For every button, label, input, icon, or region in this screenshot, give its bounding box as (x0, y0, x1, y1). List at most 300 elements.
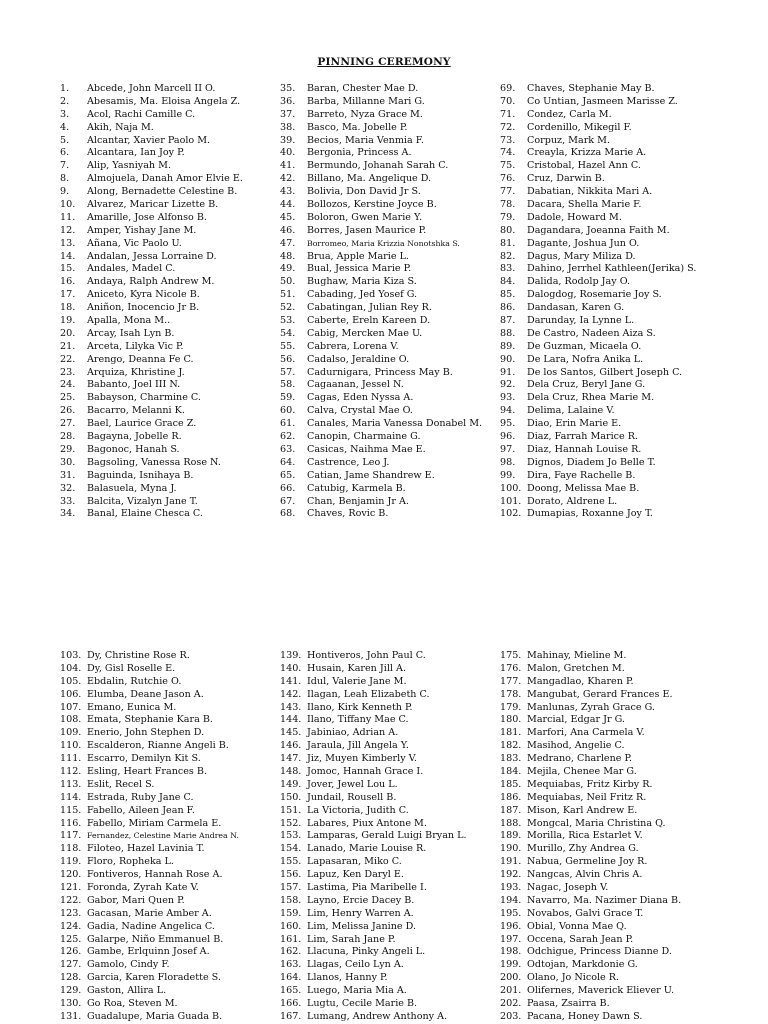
list-item (60, 946, 282, 959)
list-item-number: 91. (500, 366, 516, 378)
list-item-name: Llagas, Ceilo Lyn A. (307, 959, 404, 971)
list-item-name: Dagante, Joshua Jun O. (527, 237, 640, 249)
list-item-number: 143. (280, 701, 302, 713)
list-item-number: 90. (500, 353, 516, 365)
list-item (60, 792, 282, 805)
list-item (500, 251, 722, 264)
list-item-number: 114. (60, 791, 82, 803)
list-item (500, 714, 722, 727)
list-item-number: 59. (280, 392, 296, 404)
list-item (60, 921, 282, 934)
list-item-name: Escarro, Demilyn Kit S. (87, 753, 201, 765)
list-item-name: Novabos, Galvi Grace T. (527, 907, 644, 919)
list-item-name: De los Santos, Gilbert Joseph C. (527, 366, 683, 378)
list-item-number: 108. (60, 714, 82, 726)
list-column (280, 650, 502, 1024)
list-item-number: 61. (280, 418, 296, 430)
list-item (280, 470, 502, 483)
list-item-number: 161. (280, 933, 302, 945)
list-item (280, 740, 502, 753)
list-item (280, 676, 502, 689)
list-item-name: De Guzman, Micaela O. (527, 340, 642, 352)
list-item (60, 727, 282, 740)
list-item-number: 101. (500, 495, 522, 507)
list-item-name: Banal, Elaine Chesca C. (87, 508, 203, 520)
list-item-name: Añana, Vic Paolo U. (87, 237, 182, 249)
list-item-name: Marfori, Ana Carmela V. (527, 727, 645, 739)
list-item (280, 341, 502, 354)
list-item (280, 882, 502, 895)
list-item-name: Cabatingan, Julian Rey R. (307, 302, 432, 314)
list-item-name: Dignos, Diadem Jo Belle T. (527, 456, 656, 468)
list-item (60, 766, 282, 779)
list-item-name: Dela Cruz, Beryl Jane G. (527, 379, 646, 391)
list-item-number: 57. (280, 366, 296, 378)
list-item-name: Doong, Melissa Mae B. (527, 482, 640, 494)
list-column (280, 83, 502, 521)
list-item-name: Emano, Eunica M. (87, 701, 177, 713)
list-item-name: Paasa, Zsairra B. (527, 998, 610, 1010)
list-item-name: Foronda, Zyrah Kate V. (87, 882, 199, 894)
list-item (60, 379, 282, 392)
list-item (60, 779, 282, 792)
list-item-name: Borres, Jasen Maurice P. (307, 224, 427, 236)
list-item (280, 96, 502, 109)
list-item-number: 120. (60, 869, 82, 881)
list-item-name: Occena, Sarah Jean P. (527, 933, 634, 945)
list-item-number: 85. (500, 289, 516, 301)
list-item-number: 97. (500, 443, 516, 455)
list-item-number: 37. (280, 108, 296, 120)
list-item (280, 818, 502, 831)
list-item (500, 418, 722, 431)
list-item-number: 110. (60, 740, 82, 752)
list-item (280, 212, 502, 225)
list-item-name: Cabig, Mercken Mae U. (307, 327, 423, 339)
list-item (500, 302, 722, 315)
list-item (280, 328, 502, 341)
list-item (60, 289, 282, 302)
list-item (280, 921, 502, 934)
list-item (60, 418, 282, 431)
list-item-number: 151. (280, 804, 302, 816)
list-item-number: 181. (500, 727, 522, 739)
list-item-number: 60. (280, 405, 296, 417)
list-item-name: De Castro, Nadeen Aiza S. (527, 327, 656, 339)
list-item-number: 167. (280, 1010, 302, 1022)
list-item-number: 200. (500, 972, 522, 984)
list-item-name: Gambe, Erlquinn Josef A. (87, 946, 210, 958)
list-item-number: 139. (280, 650, 302, 661)
list-item-number: 18. (60, 302, 76, 314)
list-item-name: Calva, Crystal Mae O. (307, 405, 413, 417)
list-item (60, 431, 282, 444)
list-item (500, 740, 722, 753)
list-item-number: 183. (500, 753, 522, 765)
list-item-name: Chan, Benjamin Jr A. (307, 495, 409, 507)
list-item-name: Fabello, Miriam Carmela E. (87, 817, 222, 829)
list-item-number: 176. (500, 662, 522, 674)
list-item-number: 107. (60, 701, 82, 713)
list-item-number: 148. (280, 766, 302, 778)
list-item (500, 869, 722, 882)
list-item (60, 341, 282, 354)
list-item-name: Abesamis, Ma. Eloisa Angela Z. (87, 95, 241, 107)
list-item-number: 29. (60, 443, 76, 455)
list-item-number: 5. (60, 134, 70, 146)
list-item-name: Mison, Karl Andrew E. (527, 804, 638, 816)
list-item-name: Gaston, Allira L. (87, 985, 167, 997)
list-item (500, 470, 722, 483)
list-item-number: 68. (280, 508, 296, 520)
list-item-number: 8. (60, 173, 70, 185)
list-item-number: 162. (280, 946, 302, 958)
list-item-name: Medrano, Charlene P. (527, 753, 633, 765)
list-item (60, 238, 282, 251)
list-item (280, 289, 502, 302)
list-item (280, 186, 502, 199)
list-item (60, 225, 282, 238)
list-item-number: 21. (60, 340, 76, 352)
list-item-name: Babanto, Joel III N. (87, 379, 181, 391)
list-item (60, 199, 282, 212)
list-item (500, 238, 722, 251)
list-item-name: Castrence, Leo J. (307, 456, 390, 468)
list-item (280, 959, 502, 972)
list-item-name: Dalogdog, Rosemarie Joy S. (527, 289, 662, 301)
list-item-name: Balasuela, Myna J. (87, 482, 177, 494)
list-item-number: 152. (280, 817, 302, 829)
list-item-name: Esling, Heart Frances B. (87, 766, 208, 778)
list-item (60, 186, 282, 199)
list-item (280, 689, 502, 702)
list-item (280, 753, 502, 766)
list-item-number: 41. (280, 160, 296, 172)
list-item-name: Mangubat, Gerard Frances E. (527, 688, 673, 700)
list-item (280, 302, 502, 315)
list-column (500, 650, 722, 1024)
list-item-number: 150. (280, 791, 302, 803)
list-item (500, 843, 722, 856)
list-item-name: Mongcal, Maria Christina Q. (527, 817, 666, 829)
list-item (500, 444, 722, 457)
list-item-number: 88. (500, 327, 516, 339)
list-item-number: 123. (60, 907, 82, 919)
list-item-name: Darunday, Ia Lynne L. (527, 315, 635, 327)
list-item-name: Jabiniao, Adrian A. (307, 727, 399, 739)
list-item (280, 405, 502, 418)
list-item-name: Olifernes, Maverick Eliever U. (527, 985, 675, 997)
list-item-number: 93. (500, 392, 516, 404)
list-item-number: 109. (60, 727, 82, 739)
list-item (60, 483, 282, 496)
list-item-name: Escalderon, Rianne Angeli B. (87, 740, 229, 752)
list-item (500, 341, 722, 354)
list-item-name: Dadole, Howard M. (527, 211, 622, 223)
list-item (500, 276, 722, 289)
list-item-number: 191. (500, 856, 522, 868)
list-item (60, 276, 282, 289)
list-item-name: Luego, Maria Mia A. (307, 985, 407, 997)
list-item-number: 94. (500, 405, 516, 417)
list-item (500, 882, 722, 895)
list-item-name: Alcantar, Xavier Paolo M. (87, 134, 211, 146)
list-item (500, 496, 722, 509)
list-item-number: 201. (500, 985, 522, 997)
list-item (280, 431, 502, 444)
list-item-name: Galarpe, Niño Emmanuel B. (87, 933, 224, 945)
list-item-name: Jundail, Rousell B. (307, 791, 397, 803)
list-item-name: Lapasaran, Miko C. (307, 856, 402, 868)
list-item (280, 895, 502, 908)
list-item-name: Borromeo, Maria Krizzia Nonotshka S. (307, 238, 460, 248)
list-item-name: Barreto, Nyza Grace M. (307, 108, 423, 120)
list-item-name: Manlunas, Zyrah Grace G. (527, 701, 655, 713)
list-item-name: Idul, Valerie Jane M. (307, 675, 407, 687)
list-item-number: 84. (500, 276, 516, 288)
list-item-number: 105. (60, 675, 82, 687)
list-item-name: Cadurnigara, Princess May B. (307, 366, 453, 378)
list-item (280, 805, 502, 818)
list-item-number: 144. (280, 714, 302, 726)
list-item-name: Arceta, Lilyka Vic P. (87, 340, 184, 352)
list-item-number: 54. (280, 327, 296, 339)
list-item (280, 160, 502, 173)
list-item (60, 753, 282, 766)
list-item (500, 856, 722, 869)
list-item-name: Odtojan, Markdonie G. (527, 959, 638, 971)
list-item (280, 457, 502, 470)
list-item-number: 17. (60, 289, 76, 301)
list-item (60, 328, 282, 341)
list-item (500, 689, 722, 702)
list-item-name: Arcay, Isah Lyn B. (87, 327, 175, 339)
list-item-number: 195. (500, 907, 522, 919)
list-item-name: Malon, Gretchen M. (527, 662, 625, 674)
list-item-number: 153. (280, 830, 302, 842)
list-item-number: 131. (60, 1010, 82, 1022)
list-item-number: 119. (60, 856, 82, 868)
list-item-name: Mejila, Chenee Mar G. (527, 766, 637, 778)
list-item-name: Dy, Christine Rose R. (87, 650, 190, 661)
list-item-number: 156. (280, 869, 302, 881)
list-item-number: 28. (60, 431, 76, 443)
list-item-name: Baguinda, Isnihaya B. (87, 469, 194, 481)
list-item (500, 83, 722, 96)
list-item (60, 843, 282, 856)
list-item (60, 212, 282, 225)
list-item-name: Brua, Apple Marie L. (307, 250, 409, 262)
list-item-name: Layno, Ercie Dacey B. (307, 894, 415, 906)
list-item (500, 212, 722, 225)
list-item (280, 908, 502, 921)
list-item-name: Amper, Yishay Jane M. (87, 224, 197, 236)
list-item-name: Bacarro, Melanni K. (87, 405, 185, 417)
list-item (500, 934, 722, 947)
list-item-name: Cruz, Darwin B. (527, 173, 605, 185)
list-item (280, 934, 502, 947)
list-item (500, 135, 722, 148)
list-item-name: Pacana, Honey Dawn S. (527, 1010, 643, 1022)
list-item (280, 122, 502, 135)
list-item-name: Alvarez, Maricar Lizette B. (87, 199, 219, 211)
list-item-number: 77. (500, 186, 516, 198)
list-item-name: Fabello, Aileen Jean F. (87, 804, 195, 816)
list-item-name: La Victoria, Judith C. (307, 804, 409, 816)
list-item (500, 173, 722, 186)
list-item-number: 126. (60, 946, 82, 958)
list-item-name: Lugtu, Cecile Marie B. (307, 998, 418, 1010)
list-item-number: 112. (60, 766, 82, 778)
list-item-name: Garcia, Karen Floradette S. (87, 972, 221, 984)
list-item-name: Acol, Rachi Camille C. (87, 108, 196, 120)
list-item-name: Obial, Vonna Mae Q. (527, 920, 627, 932)
list-item (500, 160, 722, 173)
list-item (500, 663, 722, 676)
list-item (60, 830, 282, 843)
list-item-name: Alcantara, Ian Joy P. (87, 147, 185, 159)
list-item-number: 4. (60, 121, 70, 133)
list-item (500, 766, 722, 779)
list-item (500, 650, 722, 663)
list-column (500, 83, 722, 521)
list-item-name: Nagac, Joseph V. (527, 882, 609, 894)
list-item-name: Catian, Jame Shandrew E. (307, 469, 435, 481)
list-item-name: Delima, Lalaine V. (527, 405, 615, 417)
list-item (60, 173, 282, 186)
list-item-number: 32. (60, 482, 76, 494)
list-item (500, 96, 722, 109)
list-item (60, 251, 282, 264)
list-item-number: 74. (500, 147, 516, 159)
list-item-number: 121. (60, 882, 82, 894)
list-item (60, 972, 282, 985)
list-item-name: Mequiabas, Fritz Kirby R. (527, 778, 653, 790)
list-item-number: 72. (500, 121, 516, 133)
list-item-number: 202. (500, 998, 522, 1010)
list-item-name: Dagandara, Joeanna Faith M. (527, 224, 670, 236)
list-item (280, 1011, 502, 1024)
list-item (500, 676, 722, 689)
list-item-number: 6. (60, 147, 70, 159)
list-item (500, 367, 722, 380)
list-item-number: 125. (60, 933, 82, 945)
list-item-number: 82. (500, 250, 516, 262)
list-item-name: Corpuz, Mark M. (527, 134, 611, 146)
list-item (280, 483, 502, 496)
list-item-number: 30. (60, 456, 76, 468)
list-item-name: Bermundo, Johanah Sarah C. (307, 160, 449, 172)
list-item (280, 354, 502, 367)
list-item-name: Murillo, Zhy Andrea G. (527, 843, 639, 855)
list-item-name: Cristobal, Hazel Ann C. (527, 160, 641, 172)
list-item (60, 676, 282, 689)
list-item-name: Dahino, Jerrhel Kathleen(Jerika) S. (527, 263, 697, 275)
list-item (280, 199, 502, 212)
list-item (500, 379, 722, 392)
list-item-number: 140. (280, 662, 302, 674)
list-item-name: Fernandez, Celestine Marie Andrea N. (87, 831, 239, 841)
list-item-name: Becios, Maria Venmia F. (307, 134, 424, 146)
list-item-number: 81. (500, 237, 516, 249)
list-item (500, 779, 722, 792)
list-item-number: 180. (500, 714, 522, 726)
list-item-number: 16. (60, 276, 76, 288)
list-item (500, 122, 722, 135)
list-item-name: Andalan, Jessa Lorraine D. (87, 250, 217, 262)
list-item (60, 663, 282, 676)
list-item-number: 99. (500, 469, 516, 481)
list-item (280, 702, 502, 715)
list-item (280, 727, 502, 740)
list-item-number: 12. (60, 224, 76, 236)
list-item-name: Dacara, Shella Marie F. (527, 199, 642, 211)
list-item (60, 444, 282, 457)
list-item (280, 779, 502, 792)
list-item (60, 263, 282, 276)
list-item (60, 856, 282, 869)
list-item (280, 650, 502, 663)
list-item-number: 46. (280, 224, 296, 236)
list-item (500, 431, 722, 444)
list-item (60, 109, 282, 122)
list-item-name: Dalida, Rodolp Jay O. (527, 276, 631, 288)
list-item-number: 141. (280, 675, 302, 687)
list-item (500, 818, 722, 831)
list-item (60, 934, 282, 947)
list-item (500, 727, 722, 740)
list-item (60, 405, 282, 418)
list-item-number: 38. (280, 121, 296, 133)
list-item-number: 67. (280, 495, 296, 507)
list-item-name: Jomoc, Hannah Grace I. (307, 766, 424, 778)
list-item-number: 40. (280, 147, 296, 159)
list-item-number: 184. (500, 766, 522, 778)
list-item-number: 92. (500, 379, 516, 391)
list-item-name: Nangcas, Alvin Chris A. (527, 869, 643, 881)
list-item (500, 263, 722, 276)
list-item-number: 96. (500, 431, 516, 443)
list-item-number: 145. (280, 727, 302, 739)
list-item (60, 302, 282, 315)
list-item-name: Lim, Sarah Jane P. (307, 933, 396, 945)
list-item-number: 128. (60, 972, 82, 984)
list-item-number: 45. (280, 211, 296, 223)
list-item (500, 985, 722, 998)
list-item-name: Bergonia, Princess A. (307, 147, 412, 159)
list-item (280, 766, 502, 779)
list-item-name: Lamparas, Gerald Luigi Bryan L. (307, 830, 467, 842)
list-item-number: 11. (60, 211, 76, 223)
list-item (280, 367, 502, 380)
list-item-name: Go Roa, Steven M. (87, 998, 178, 1010)
list-item-number: 102. (500, 508, 522, 520)
list-item-number: 182. (500, 740, 522, 752)
list-item-number: 63. (280, 443, 296, 455)
list-item (280, 663, 502, 676)
list-item-number: 44. (280, 199, 296, 211)
list-item (280, 83, 502, 96)
list-item-number: 83. (500, 263, 516, 275)
list-item-number: 186. (500, 791, 522, 803)
list-item-number: 103. (60, 650, 82, 661)
list-item-number: 80. (500, 224, 516, 236)
list-item-name: Enerio, John Stephen D. (87, 727, 205, 739)
list-item-name: Boloron, Gwen Marie Y. (307, 211, 423, 223)
list-item (60, 508, 282, 521)
list-item (280, 276, 502, 289)
list-item-number: 9. (60, 186, 70, 198)
